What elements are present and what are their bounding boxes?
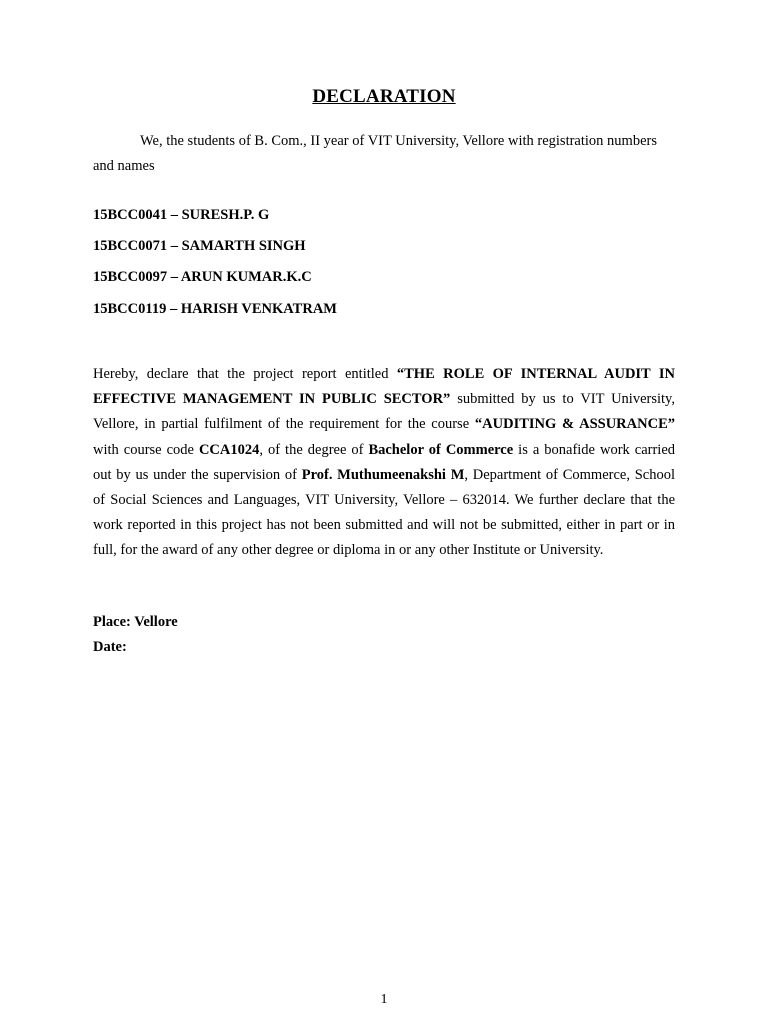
student-entry-1: 15BCC0041 – SURESH.P. G [93,207,270,223]
declaration-text-6: , Department of Commerce, School of Social Sciences and Languages, VIT University, Vellore – 632014. We further declare that the work reported in this project has not been submitted and will not be submitted, either in part or in full, for the award of any other degree or diploma in or any other Institute or University. [93,466,675,559]
supervisor-name: Prof. Muthumeenakshi M [301,466,465,483]
declaration-text-4: , of the degree of [259,441,369,458]
declaration-title: DECLARATION [312,86,456,107]
student-entry-2: 15BCC0071 – SAMARTH SINGH [93,238,306,254]
declaration-text-5: is a bonafide work carried out by us under the supervision of [93,441,675,483]
degree-name: Bachelor of Commerce [368,441,514,458]
declaration-text-2: submitted by us to VIT University, Vellore, in partial fulfilment of the requirement for the course [93,391,675,433]
student-entry-3: 15BCC0097 – ARUN KUMAR.K.C [93,269,312,285]
declaration-text-1: Hereby, declare that the project report entitled [93,366,397,382]
course-name: “AUDITING & ASSURANCE” [474,416,675,433]
page-number: 1 [380,992,388,1007]
declaration-text-3: with course code [93,441,199,458]
project-title: “THE ROLE OF INTERNAL AUDIT IN EFFECTIVE MANAGEMENT IN PUBLIC SECTOR” [93,366,675,408]
course-code: CCA1024 [198,441,260,458]
date-line: Date: [93,639,127,655]
student-entry-4: 15BCC0119 – HARISH VENKATRAM [93,301,337,317]
intro-paragraph: We, the students of B. Com., II year of VIT University, Vellore with registration numbers and names [93,133,657,174]
declaration-paragraph [93,362,675,564]
place-line: Place: Vellore [93,614,178,630]
